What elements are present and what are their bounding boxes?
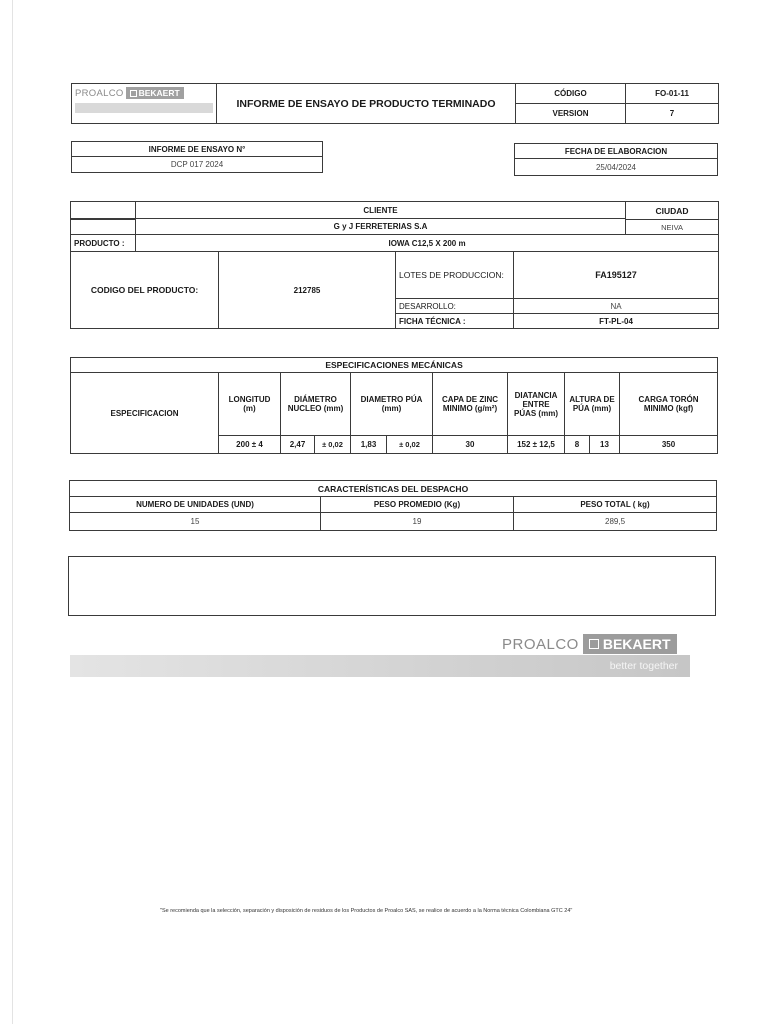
peso-promedio-value: 19 [321,513,514,531]
cliente-blank-cell-3 [71,220,136,235]
desarrollo-value: NA [514,299,719,314]
pua-tolerance: ± 0,02 [387,436,433,454]
despacho-title: CARACTERÍSTICAS DEL DESPACHO [70,481,717,497]
version-label: VERSION [516,104,626,124]
peso-total-label: PESO TOTAL ( kg) [514,497,717,513]
altura-header: ALTURA DE PÚA (mm) [565,373,620,436]
peso-promedio-label: PESO PROMEDIO (Kg) [321,497,514,513]
informe-table [71,141,323,173]
longitud-value: 200 ± 4 [219,436,281,454]
unidades-label: NUMERO DE UNIDADES (UND) [70,497,321,513]
pua-value: 1,83 [351,436,387,454]
footnote: "Se recomienda que la selección, separación y disposición de residuos de los Productos de Proalco SAS, se realice de acuerdo a la Norma técnica Colombiana GTC 24" [160,908,573,914]
carga-value: 350 [620,436,718,454]
page-edge [12,0,13,1024]
nucleo-value: 2,47 [281,436,315,454]
header-logo-cell [72,84,217,124]
longitud-header: LONGITUD (m) [219,373,281,436]
logo-bekaert-text: BEKAERT [138,88,180,98]
distancia-value: 152 ± 12,5 [508,436,565,454]
diametro-nucleo-header: DIÁMETRO NUCLEO (mm) [281,373,351,436]
altura-min-value: 8 [565,436,590,454]
especificacion-label: ESPECIFICACION [71,373,219,454]
ciudad-label: CIUDAD [626,202,719,220]
lotes-value: FA195127 [514,252,719,299]
mecanicas-title: ESPECIFICACIONES MECÁNICAS [71,358,718,373]
cliente-value: G y J FERRETERIAS S.A [136,219,626,235]
fecha-label: FECHA DE ELABORACION [515,144,718,159]
brand-bekaert-box [583,634,677,654]
codigo-label: CÓDIGO [516,84,626,104]
unidades-value: 15 [70,513,321,531]
lotes-label: LOTES DE PRODUCCION: [396,252,514,299]
logo-gray-band [75,103,213,113]
producto-label: PRODUCTO : [71,235,136,252]
carga-header: CARGA TORÓN MINIMO (kgf) [620,373,718,436]
producto-value: IOWA C12,5 X 200 m [136,235,719,252]
informe-label: INFORME DE ENSAYO N° [72,142,323,157]
diametro-pua-header: DIAMETRO PÚA (mm) [351,373,433,436]
mecanicas-table [70,357,718,454]
cliente-blank-cell [71,202,136,219]
brand-logo [502,634,677,654]
nucleo-tolerance: ± 0,02 [315,436,351,454]
cliente-table [70,201,719,329]
brand-tagline: better together [609,660,678,672]
codigo-producto-value: 212785 [219,252,396,329]
codigo-producto-label: CODIGO DEL PRODUCTO: [71,252,219,329]
logo-proalco-text: PROALCO [75,87,124,99]
codigo-value: FO-01-11 [626,84,719,104]
ficha-value: FT-PL-04 [514,314,719,329]
document-title: INFORME DE ENSAYO DE PRODUCTO TERMINADO [217,84,516,124]
despacho-table [69,480,717,531]
altura-max-value: 13 [590,436,620,454]
desarrollo-label: DESARROLLO: [396,299,514,314]
bekaert-square-icon-large [589,639,599,649]
observations-box [68,556,716,616]
version-value: 7 [626,104,719,124]
brand-proalco-text: PROALCO [502,635,579,653]
logo-bekaert-box [126,87,184,99]
brand-bekaert-text: BEKAERT [602,636,671,652]
peso-total-value: 289,5 [514,513,717,531]
fecha-value: 25/04/2024 [515,159,718,176]
ficha-label: FICHA TÉCNICA : [396,314,514,329]
ciudad-value: NEIVA [626,220,719,235]
distancia-header: DIATANCIA ENTRE PÚAS (mm) [508,373,565,436]
fecha-table [514,143,718,176]
cliente-label: CLIENTE [136,202,626,219]
header-table [71,83,719,124]
zinc-value: 30 [433,436,508,454]
bekaert-square-icon [130,90,137,97]
brand-band [70,655,690,677]
proalco-bekaert-logo [75,86,213,100]
informe-value: DCP 017 2024 [72,157,323,173]
capa-zinc-header: CAPA DE ZINC MINIMO (g/m²) [433,373,508,436]
